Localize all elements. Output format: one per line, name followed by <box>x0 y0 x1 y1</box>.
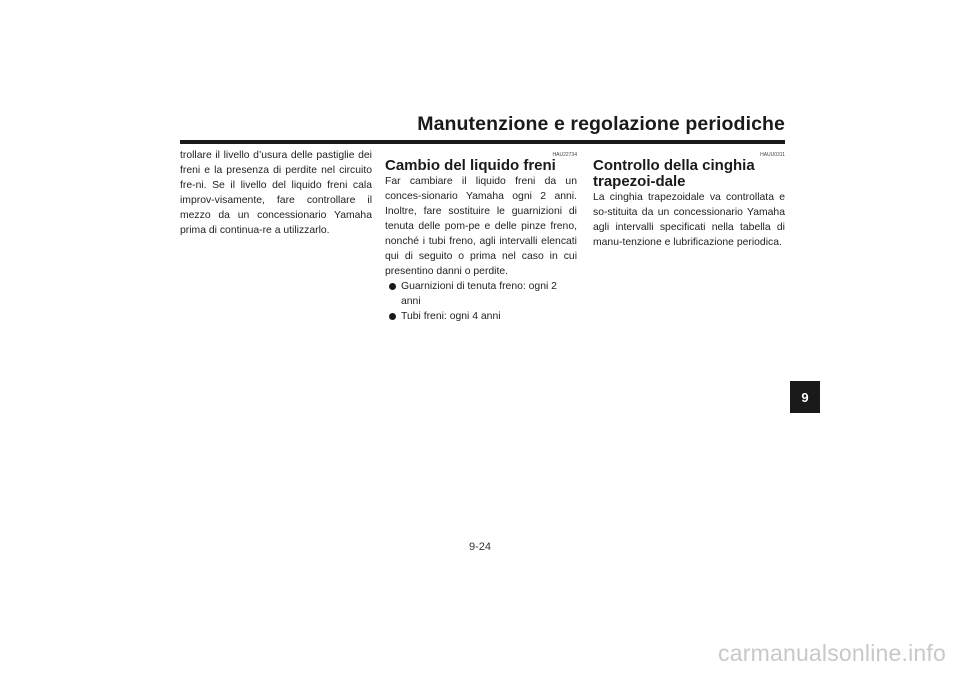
column-1-text: trollare il livello d’usura delle pastiglie dei freni e la presenza di perdite nel circuito fre-ni. Se il livello del liquido freni cala improv-visamente, fare controllare il mezzo da un concessionario Yamaha prima di continua-re a utilizzarlo. <box>180 150 372 236</box>
list-item <box>385 279 577 309</box>
list-item <box>385 309 577 324</box>
section-title-brake-fluid: Cambio del liquido freni <box>385 157 556 174</box>
section-text-brake-fluid: Far cambiare il liquido freni da un conces-sionario Yamaha ogni 2 anni. Inoltre, fare sostituire le guarnizioni di tenuta delle pom-pe e delle pinze freno, nonché i tubi freno, agli intervalli elencati qui di seguito o prima nel caso in cui presentino danni o perdite. <box>385 176 577 277</box>
header-rule <box>180 140 785 144</box>
list-item-text: Guarnizioni di tenuta freno: ogni 2 anni <box>401 281 557 307</box>
bullet-list <box>385 279 577 324</box>
bullet-icon <box>389 313 396 320</box>
section-title-v-belt: Controllo della cinghia trapezoi-dale <box>593 157 755 190</box>
column-1 <box>180 148 372 238</box>
section-code: HAUU0311 <box>760 152 785 158</box>
column-2 <box>385 148 577 324</box>
section-code: HAU22734 <box>552 152 577 158</box>
watermark: carmanualsonline.info <box>718 640 946 666</box>
list-item-text: Tubi freni: ogni 4 anni <box>401 311 501 322</box>
page-title: Manutenzione e regolazione periodiche <box>417 113 785 135</box>
bullet-icon <box>389 283 396 290</box>
chapter-tab: 9 <box>790 381 820 413</box>
section-text-v-belt: La cinghia trapezoidale va controllata e so-stituita da un concessionario Yamaha agli intervalli specificati nella tabella di manu-tenzione e lubrificazione periodica. <box>593 192 785 248</box>
page-number: 9-24 <box>468 541 492 553</box>
column-3 <box>593 148 785 250</box>
